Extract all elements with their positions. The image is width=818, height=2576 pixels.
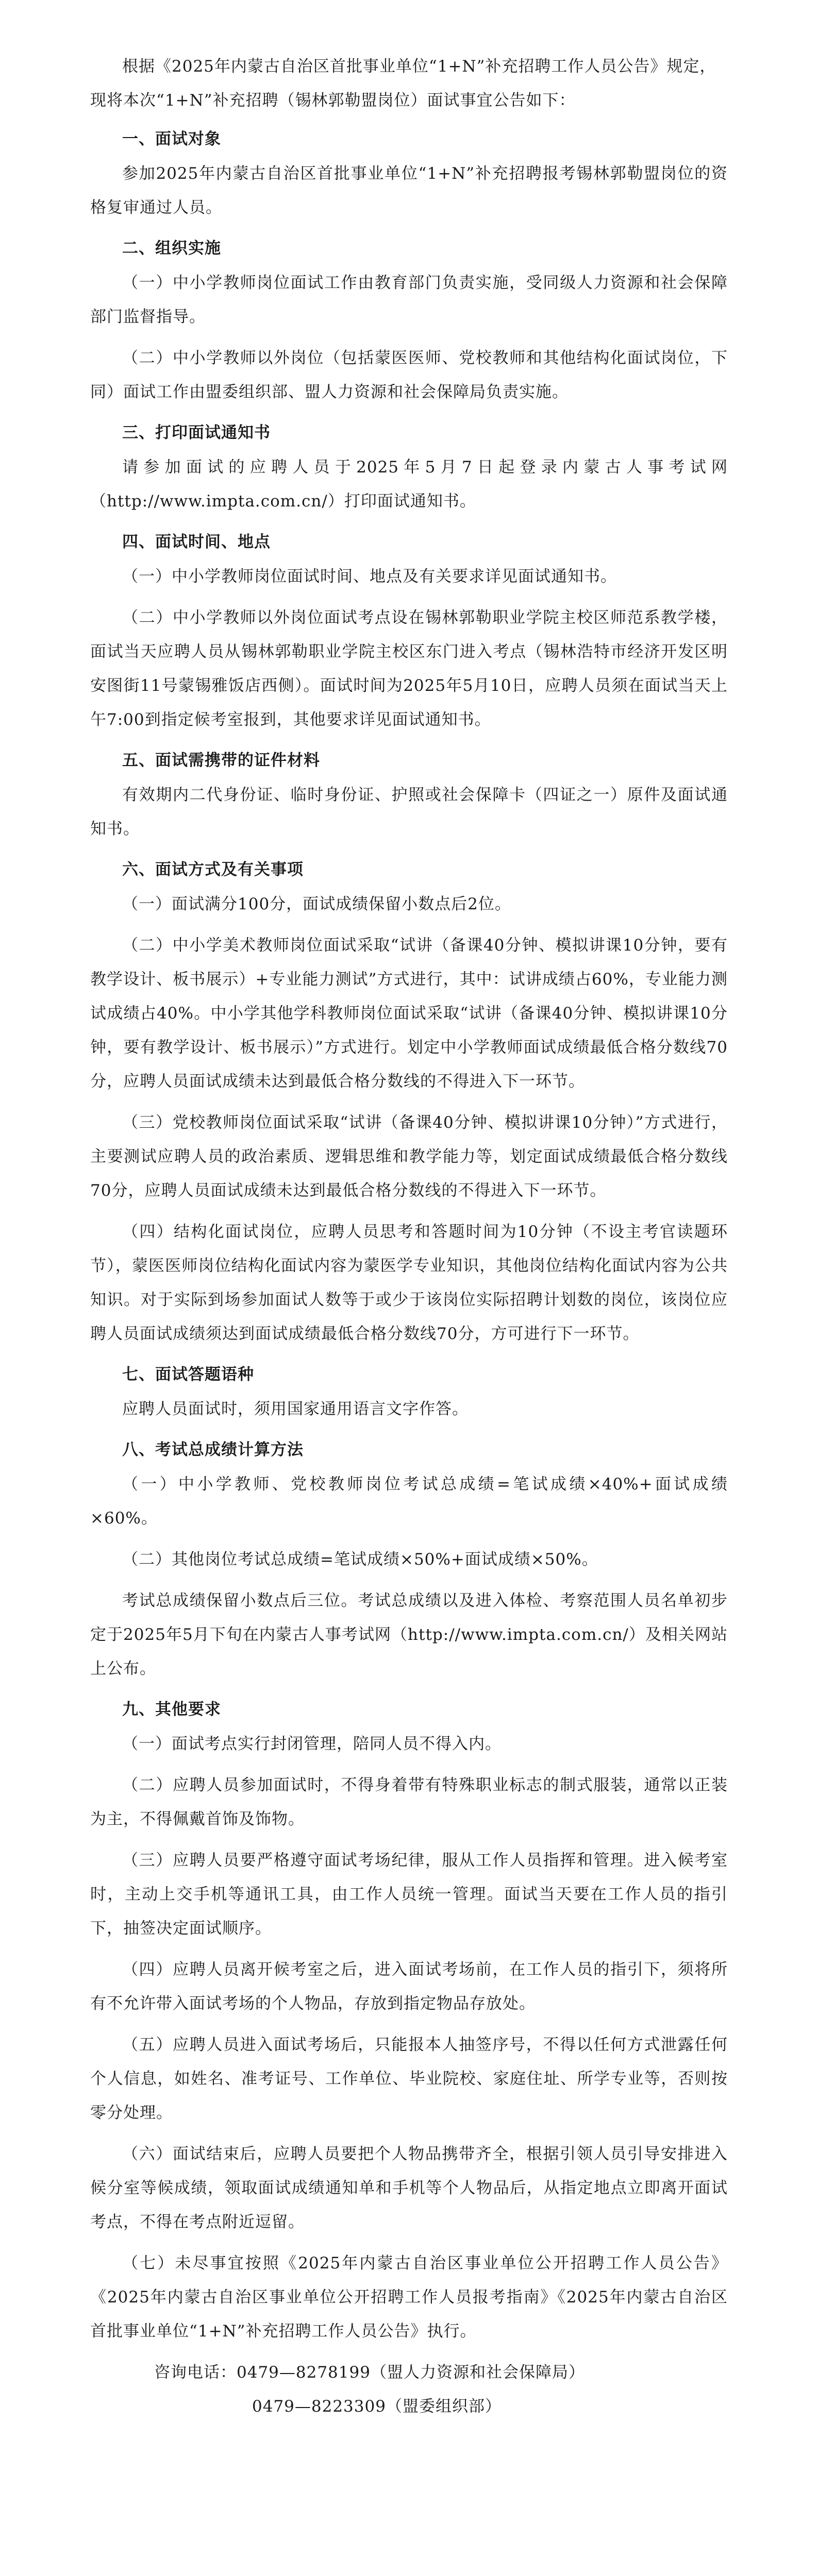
section-print-notice (90, 416, 728, 518)
section-paragraph: （五）应聘人员进入面试考场后，只能报本人抽签序号，不得以任何方式泄露任何个人信息，如姓名、准考证号、工作单位、毕业院校、家庭住址、所学专业等，否则按零分处理。 (90, 2036, 728, 2122)
intro-paragraph: 根据《2025年内蒙古自治区首批事业单位“1+N”补充招聘工作人员公告》规定，现将本次“1+N”补充招聘（锡林郭勒盟岗位）面试事宜公告如下： (90, 57, 716, 110)
section-paragraph: （二）其他岗位考试总成绩=笔试成绩×50%+面试成绩×50%。 (122, 1550, 598, 1569)
section-title: 三、打印面试通知书 (122, 423, 271, 442)
section-paragraph: 请参加面试的应聘人员于2025年5月7日起登录内蒙古人事考试网（http://www.impta.com.cn/）打印面试通知书。 (90, 458, 728, 511)
section-time-location (90, 526, 728, 737)
section-paragraph: （一）面试满分100分，面试成绩保留小数点后2位。 (122, 895, 511, 913)
contact-phone-hr: 咨询电话：0479—8278199（盟人力资源和社会保障局） (154, 2363, 585, 2382)
section-title: 五、面试需携带的证件材料 (122, 751, 320, 770)
section-paragraph: （七）未尽事宜按照《2025年内蒙古自治区事业单位公开招聘工作人员公告》《2025年内蒙古自治区事业单位公开招聘工作人员报考指南》《2025年内蒙古自治区首批事业单位“1+N”补充招聘工作人员公告》执行。 (90, 2254, 728, 2341)
section-paragraph: 考试总成绩保留小数点后三位。考试总成绩以及进入体检、考察范围人员名单初步定于2025年5月下旬在内蒙古人事考试网（http://www.impta.com.cn/）及相关网站上公布。 (90, 1591, 728, 1678)
section-paragraph: （二）应聘人员参加面试时，不得身着带有特殊职业标志的制式服装，通常以正装为主，不得佩戴首饰及饰物。 (90, 1776, 728, 1828)
section-paragraph: （六）面试结束后，应聘人员要把个人物品携带齐全，根据引领人员引导安排进入候分室等候成绩，领取面试成绩通知单和手机等个人物品后，从指定地点立即离开面试考点，不得在考点附近逗留。 (90, 2145, 728, 2231)
section-paragraph: 有效期内二代身份证、临时身份证、护照或社会保障卡（四证之一）原件及面试通知书。 (90, 786, 728, 838)
section-paragraph: （三）党校教师岗位面试采取“试讲（备课40分钟、模拟讲课10分钟）”方式进行，主要测试应聘人员的政治素质、逻辑思维和教学能力等，划定面试成绩最低合格分数线70分，应聘人员面试成绩未达到最低合格分数线的不得进入下一环节。 (90, 1113, 728, 1200)
section-score-calculation (90, 1433, 728, 1686)
section-interview-targets (90, 123, 728, 225)
section-paragraph: （一）中小学教师、党校教师岗位考试总成绩=笔试成绩×40%+面试成绩×60%。 (90, 1475, 728, 1528)
section-paragraph: （二）中小学教师以外岗位（包括蒙医医师、党校教师和其他结构化面试岗位，下同）面试工作由盟委组织部、盟人力资源和社会保障局负责实施。 (90, 349, 728, 401)
section-answer-language (90, 1358, 728, 1426)
section-paragraph: （二）中小学教师以外岗位面试考点设在锡林郭勒职业学院主校区师范系教学楼，面试当天应聘人员从锡林郭勒职业学院主校区东门进入考点（锡林浩特市经济开发区明安图街11号蒙锡雅饭店西侧）。面试时间为2025年5月10日，应聘人员须在面试当天上午7:00到指定候考室报到，其他要求详见面试通知书。 (90, 608, 728, 729)
section-paragraph: （二）中小学美术教师岗位面试采取“试讲（备课40分钟、模拟讲课10分钟，要有教学设计、板书展示）+专业能力测试”方式进行，其中：试讲成绩占60%，专业能力测试成绩占40%。中小学其他学科教师岗位面试采取“试讲（备课40分钟、模拟讲课10分钟，要有教学设计、板书展示）”方式进行。划定中小学教师面试成绩最低合格分数线70分，应聘人员面试成绩未达到最低合格分数线的不得进入下一环节。 (90, 936, 728, 1091)
section-organization (90, 232, 728, 409)
section-title: 二、组织实施 (122, 239, 221, 258)
section-title: 四、面试时间、地点 (122, 533, 271, 551)
section-paragraph: （四）应聘人员离开候考室之后，进入面试考场前，在工作人员的指引下，须将所有不允许带入面试考场的个人物品，存放到指定物品存放处。 (90, 1960, 728, 2013)
section-title: 一、面试对象 (122, 130, 221, 148)
section-paragraph: 应聘人员面试时，须用国家通用语言文字作答。 (122, 1400, 469, 1418)
section-title: 八、考试总成绩计算方法 (122, 1440, 304, 1459)
section-paragraph: （一）中小学教师岗位面试工作由教育部门负责实施，受同级人力资源和社会保障部门监督指导。 (90, 274, 728, 326)
section-title: 七、面试答题语种 (122, 1365, 254, 1384)
section-other-requirements (90, 1693, 728, 2348)
section-interview-method (90, 853, 728, 1351)
section-paragraph: （四）结构化面试岗位，应聘人员思考和答题时间为10分钟（不设主考官读题环节），蒙医医师岗位结构化面试内容为蒙医学专业知识，其他岗位结构化面试内容为公共知识。对于实际到场参加面试人数等于或少于该岗位实际招聘计划数的岗位，该岗位应聘人员面试成绩须达到面试成绩最低合格分数线70分，方可进行下一环节。 (90, 1223, 728, 1343)
section-required-documents (90, 744, 728, 846)
section-title: 六、面试方式及有关事项 (122, 860, 304, 879)
contact-phone-org: 0479—8223309（盟委组织部） (252, 2397, 502, 2416)
section-paragraph: （一）中小学教师岗位面试时间、地点及有关要求详见面试通知书。 (122, 567, 617, 586)
section-title: 九、其他要求 (122, 1700, 221, 1719)
section-paragraph: 参加2025年内蒙古自治区首批事业单位“1+N”补充招聘报考锡林郭勒盟岗位的资格复审通过人员。 (90, 164, 728, 217)
section-paragraph: （一）面试考点实行封闭管理，陪同人员不得入内。 (122, 1735, 502, 1753)
section-paragraph: （三）应聘人员要严格遵守面试考场纪律，服从工作人员指挥和管理。进入候考室时，主动上交手机等通讯工具，由工作人员统一管理。面试当天要在工作人员的指引下，抽签决定面试顺序。 (90, 1851, 728, 1938)
